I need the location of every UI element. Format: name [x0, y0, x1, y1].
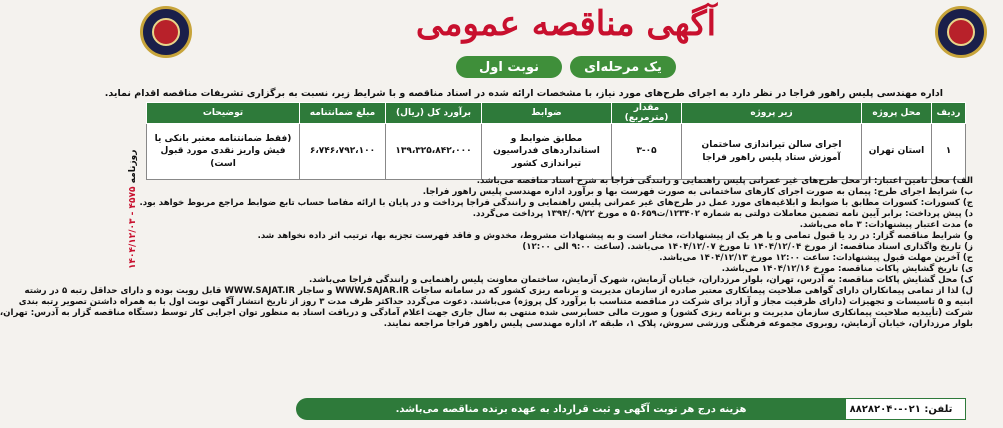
notice-badges: [456, 56, 676, 78]
terms-line: ه) مدت اعتبار پیشنهادات: ۳ ماه می‌باشد.: [799, 220, 973, 230]
table-cell: ۱: [932, 124, 966, 180]
table-cell: مطابق ضوابط و استانداردهای فدراسیون تیراندازی کشور: [482, 124, 612, 180]
column-header: مبلغ ضمانتنامه: [300, 103, 386, 124]
police-emblem-icon: [140, 6, 192, 58]
table-cell: ۳-۰۵: [612, 124, 682, 180]
column-header: برآورد کل (ریال): [386, 103, 482, 124]
terms-line: ابنیه و ۵ تاسیسات و تجهیزات (دارای ظرفیت مجاز و آزاد برای شرکت در مناقصه متناسب با برآورد کل پروژه) می‌باشند. دعوت می‌گردد حداکثر ظرف مدت ۳ روز از تاریخ انتشار آگهی نوبت اول با به همراه داشتن تصویر رتبه بندی: [18, 297, 973, 307]
police-emblem-icon: [935, 6, 987, 58]
table-cell: اجرای سالن تیراندازی ساختمان آموزش ستاد پلیس راهور فراجا: [682, 124, 862, 180]
terms-line: ی) تاریخ گشایش پاکات مناقصه: مورخ ۱۴۰۴/۱۲/۱۶ می‌باشد.: [721, 264, 973, 274]
intro-text: اداره مهندسی پلیس راهور فراجا در نظر دارد به اجرای طرح‌های مورد نیاز، با مشخصات ارائه شده در اسناد مناقصه و با شرایط زیر، نسبت به برگزاری تشریفات مناقصه اقدام نماید.: [104, 88, 943, 99]
column-header: مقدار (مترمربع): [612, 103, 682, 124]
tender-table: [146, 102, 966, 180]
table-cell: ۶،۷۴۶،۷۹۲،۱۰۰: [300, 124, 386, 180]
column-header: ضوابط: [482, 103, 612, 124]
terms-line: بلوار مرزداران، خیابان آزمایش، روبروی مجموعه فرهنگی ورزشی سروش، پلاک ۱، طبقه ۲، اداره مهندسی پلیس راهور فراجا مراجعه نمایند.: [383, 319, 973, 329]
round-badge: یک مرحله‌ای: [570, 56, 676, 78]
terms-line: ک) محل گشایش پاکات مناقصه: به آدرس، تهران، بلوار مرزداران، خیابان آزمایش، شهرک آزمایش، ساختمان معاونت پلیس راهنمایی و رانندگی فراجا می‌باشد.: [308, 275, 973, 285]
terms-line: ل) لذا از تمامی پیمانکاران دارای گواهی صلاحیت پیمانکاری معتبر صادره از سازمان مدیریت و برنامه ریزی کشور که در سامانه ساجات WWW.SAJAR.IR و ساجار WWW.SAJAT.IR قابل رویت بوده و دارای حداقل رتبه ۵ در رشته: [24, 286, 973, 296]
issue-code: ۴۵۷۵ - ۱۴۰۴/۱۲/۰۳: [128, 186, 138, 270]
footer-note: هزینه درج هر نوبت آگهی و ثبت قرارداد به عهده برنده مناقصه می‌باشد.: [296, 398, 846, 420]
newspaper-label: روزنامه: [128, 150, 138, 184]
column-header: محل پروژه: [862, 103, 932, 124]
table-cell: ۱۳۹،۳۲۵،۸۴۲،۰۰۰: [386, 124, 482, 180]
table-cell: استان تهران: [862, 124, 932, 180]
footer-bar: [296, 398, 966, 420]
newspaper-side-label: [128, 150, 144, 420]
column-header: زیر پروژه: [682, 103, 862, 124]
terms-line: د) پیش پرداخت: برابر آیین نامه تضمین معاملات دولتی به شماره ۱۲۳۴۰۲/ت۵۰۶۵۹ ه مورخ ۱۳۹۴/۰۹/۲۲ پرداخت می‌گردد.: [472, 209, 973, 219]
column-header: توضیحات: [147, 103, 300, 124]
page-title: آگهی مناقصه عمومی: [415, 4, 717, 44]
table-header-row: [147, 103, 966, 124]
terms-line: ب) شرایط اجرای طرح: پیمان به صورت اجرای کارهای ساختمانی به صورت فهرست بها و برآورد اداره مهندسی پلیس راهور فراجا.: [422, 187, 973, 197]
stage-badge: نوبت اول: [456, 56, 562, 78]
terms-line: ج) کسورات: کسورات مطابق با ضوابط و ابلاغیه‌های مورد عمل در طرح‌های غیر عمرانی پلیس راهنمایی و رانندگی فراجا پرداخت و در پایان با ارائه مفاصا حساب تابع ضوابط مراجع مربوط خواهد بود.: [139, 198, 973, 208]
terms-line: ز) تاریخ واگذاری اسناد مناقصه: از مورخ ۱۴۰۴/۱۲/۰۴ تا مورخ ۱۴۰۴/۱۲/۰۷ می‌باشد. (ساعت ۹:۰۰ الی ۱۲:۰۰): [522, 242, 973, 252]
terms-line: و) شرایط مناقصه گزار: در رد یا قبول تمامی و یا هر یک از پیشنهادات، مختار است و به پیشنهادات مشروط، مخدوش و فاقد فهرست تجزیه بها، ترتیب اثر داده نخواهد شد.: [257, 231, 973, 241]
column-header: ردیف: [932, 103, 966, 124]
table-row: [147, 124, 966, 180]
footer-phone: تلفن: ۰۲۱-۸۸۲۸۲۰۴۰: [836, 398, 966, 420]
terms-line: ح) آخرین مهلت قبول پیشنهادات: ساعت ۱۲:۰۰ مورخ ۱۴۰۴/۱۲/۱۳ می‌باشد.: [659, 253, 973, 263]
terms-line: شرکت (تأییدیه صلاحیت پیمانکاری سازمان مدیریت و برنامه ریزی کشور) و صورت مالی حسابرسی شده منتهی به سال جاری جهت اعلام آمادگی و دریافت اسناد به منظور توان اجرایی کار توسط دستگاه مناقصه گزار به آدرس: تهران،: [0, 308, 973, 318]
table-cell: (فقط ضمانتنامه معتبر بانکی یا فیش واریز نقدی مورد قبول است): [147, 124, 300, 180]
terms-line: الف) محل تامین اعتبار: از محل طرح‌های غیر عمرانی پلیس راهنمایی و رانندگی فراجا به شرح اسناد مناقصه می‌باشد.: [476, 176, 973, 186]
